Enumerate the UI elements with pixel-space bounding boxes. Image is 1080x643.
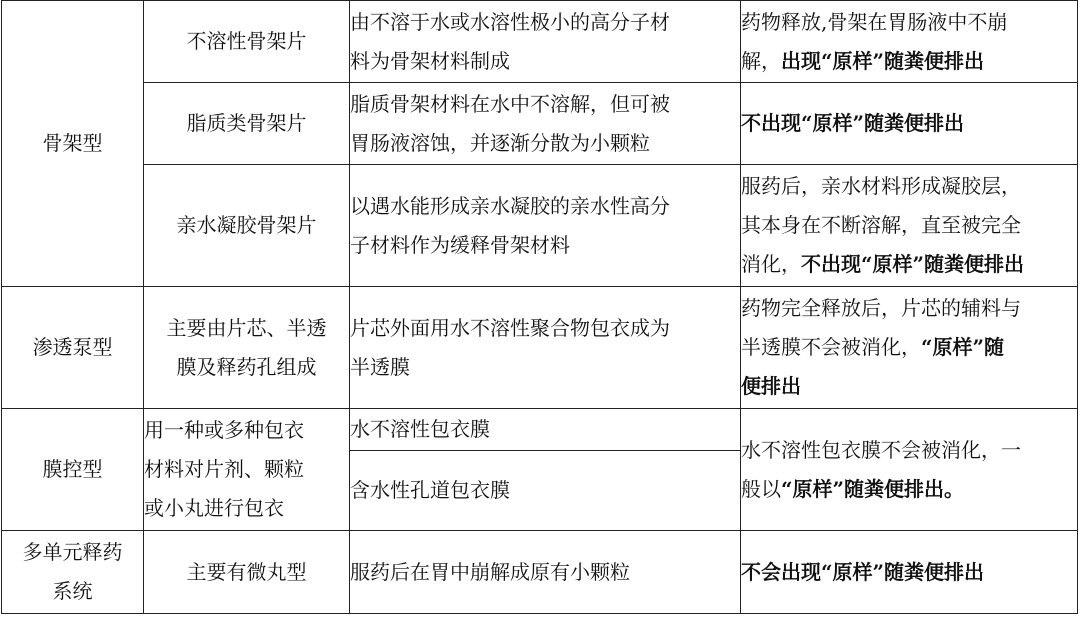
subtype-line: 用一种或多种包衣	[144, 418, 304, 442]
result-emphasis: 便排出	[741, 374, 801, 398]
subtype-cell	[144, 165, 350, 287]
category-label: 骨架型	[42, 131, 103, 155]
result-emphasis: “原样”随粪便排出。	[781, 476, 965, 501]
result-cell	[741, 531, 1078, 614]
result-text: 消化，	[741, 252, 801, 276]
description-line: 片芯外面用水不溶性聚合物包衣成为	[350, 315, 670, 340]
comparison-table	[1, 0, 1078, 614]
result-line: 药物完全释放后，片芯的辅料与	[741, 296, 1021, 320]
description-line: 服药后在胃中崩解成原有小颗粒	[350, 559, 630, 584]
table-row	[2, 83, 1078, 165]
description-cell	[350, 165, 741, 287]
result-line	[741, 328, 1077, 367]
table-row	[2, 1, 1078, 83]
result-emphasis: 不出现“原样”随粪便排出	[801, 252, 1025, 276]
subtype-cell	[144, 287, 350, 409]
subtype-line: 或小丸进行包衣	[144, 496, 284, 520]
category-cell	[2, 409, 144, 531]
result-cell	[741, 165, 1078, 287]
result-line	[741, 42, 1077, 81]
description-cell	[350, 451, 741, 531]
table-row	[2, 531, 1078, 614]
description-cell	[350, 83, 741, 165]
subtype-cell	[144, 1, 350, 83]
result-text: 般以	[741, 476, 781, 501]
result-cell	[741, 83, 1078, 165]
category-label: 渗透泵型	[32, 335, 113, 359]
description-line: 胃肠液溶蚀，并逐渐分散为小颗粒	[350, 130, 650, 155]
description-line: 料为骨架材料制成	[350, 48, 510, 73]
description-line: 半透膜	[350, 354, 410, 379]
result-line: 水不溶性包衣膜不会被消化，一	[741, 437, 1021, 462]
subtype-cell	[144, 409, 350, 531]
category-line: 多单元释药	[22, 540, 123, 564]
result-emphasis: 出现“原样”随粪便排出	[781, 48, 985, 73]
subtype-cell	[144, 531, 350, 614]
result-cell	[741, 1, 1078, 83]
result-emphasis: 不出现“原样”随粪便排出	[741, 111, 965, 135]
description-cell	[350, 531, 741, 614]
subtype-line: 材料对片剂、颗粒	[144, 457, 304, 481]
subtype-line: 膜及释药孔组成	[176, 354, 317, 379]
result-cell	[741, 409, 1078, 531]
table-row	[2, 409, 1078, 451]
description-cell	[350, 409, 741, 451]
subtype-cell	[144, 83, 350, 165]
result-line: 服药后，亲水材料形成凝胶层，	[741, 174, 1021, 198]
subtype-label: 亲水凝胶骨架片	[176, 213, 317, 237]
category-line: 系统	[52, 579, 93, 603]
subtype-label: 不溶性骨架片	[186, 29, 307, 53]
description-cell	[350, 1, 741, 83]
result-line	[741, 470, 1077, 509]
description-line: 水不溶性包衣膜	[350, 417, 490, 441]
subtype-label: 脂质类骨架片	[186, 111, 307, 135]
category-cell	[2, 531, 144, 614]
result-text: 半透膜不会被消化，	[741, 335, 921, 359]
category-label: 膜控型	[42, 457, 103, 481]
subtype-label: 主要有微丸型	[186, 559, 307, 584]
table-row	[2, 287, 1078, 409]
result-emphasis: 不会出现“原样”随粪便排出	[741, 559, 985, 584]
subtype-line: 主要由片芯、半透	[166, 315, 327, 340]
result-text: 解，	[741, 48, 781, 73]
table-row	[2, 165, 1078, 287]
result-emphasis: “原样”随	[921, 335, 1005, 359]
description-line: 以遇水能形成亲水凝胶的亲水性高分	[350, 193, 670, 218]
category-cell	[2, 287, 144, 409]
description-line: 由不溶于水或水溶性极小的高分子材	[350, 9, 670, 34]
description-line: 子材料作为缓释骨架材料	[350, 232, 570, 257]
description-line: 含水性孔道包衣膜	[350, 478, 510, 502]
description-line: 脂质骨架材料在水中不溶解，但可被	[350, 91, 670, 116]
result-line: 药物释放,骨架在胃肠液中不崩	[741, 9, 1008, 34]
description-cell	[350, 287, 741, 409]
result-line: 其本身在不断溶解，直至被完全	[741, 213, 1021, 237]
category-cell	[2, 1, 144, 287]
result-line	[741, 245, 1077, 284]
result-cell	[741, 287, 1078, 409]
